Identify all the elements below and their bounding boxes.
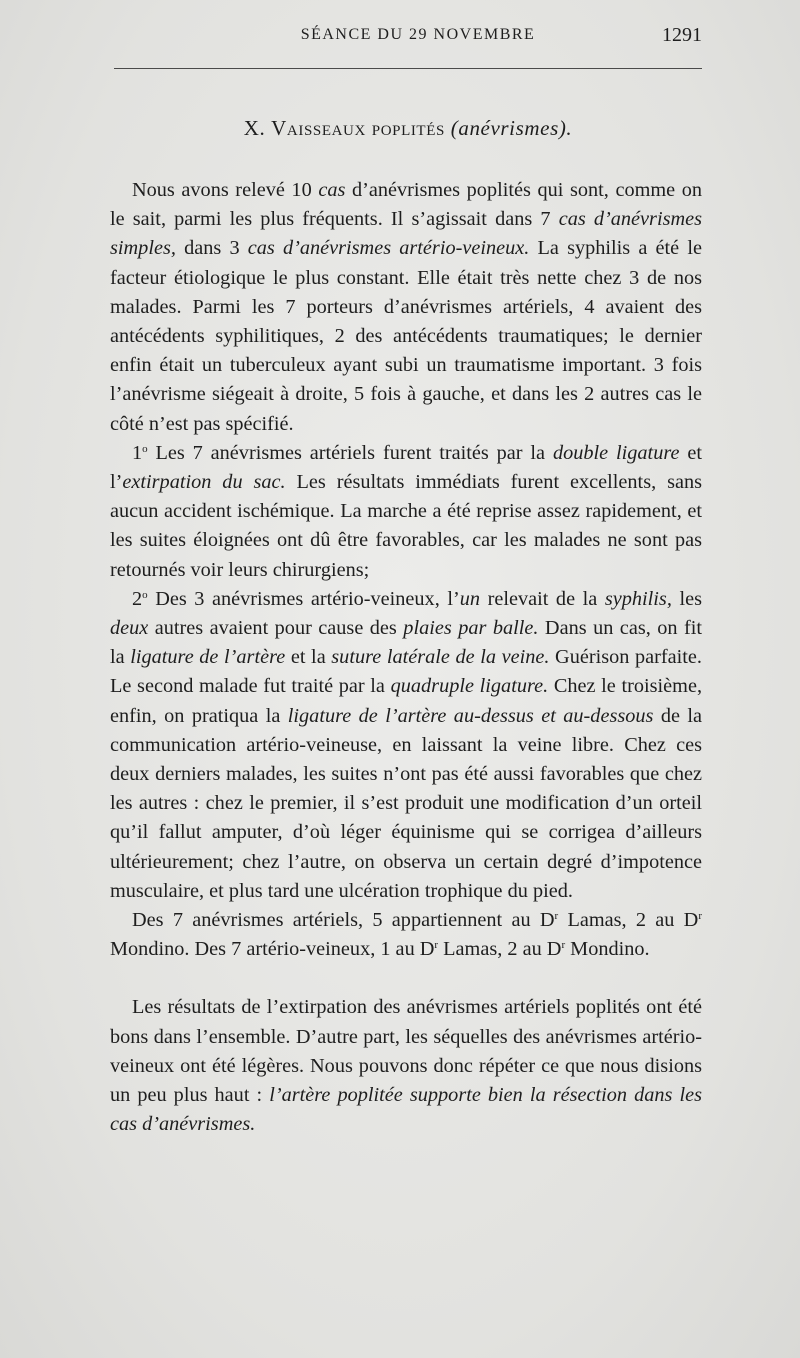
text-run: Mondino. — [565, 938, 650, 961]
section-heading: Vaisseaux poplités — [271, 116, 445, 140]
text-run: autres avaient pour cause des — [148, 617, 404, 640]
text-run: La syphilis a été le facteur étiologique le plus constant. Elle était très nette chez 3 de nos malades. Parmi les 7 porteurs d’anévrismes artériels, 4 avaient des antécédents syphilitiques, 2 des antécédents traumatiques; le dernier enfin était un tuberculeux ayant subi un traumatisme important. 3 fois l’anévrisme siégeait à droite, 5 fois à gauche, et dans les 2 autres cas le côté n’est pas spécifié. — [110, 237, 702, 435]
superscript-run: o — [142, 588, 148, 601]
paragraph-gap — [110, 964, 702, 993]
text-run: Des 7 anévrismes artériels, 5 appartiennent au D — [132, 909, 555, 932]
paragraph-arterial-aneurysms — [110, 439, 702, 585]
paragraph-conclusion — [110, 993, 702, 1139]
text-run: dans 3 — [175, 237, 248, 260]
italic-run: syphilis, — [604, 587, 672, 610]
text-run: Chez le troisième, enfin, on pratiqua la — [110, 675, 703, 727]
superscript-run: r — [698, 910, 702, 923]
italic-run: plaies par balle. — [403, 617, 539, 640]
paragraph-statistics — [110, 176, 702, 439]
section-title — [114, 116, 702, 141]
section-subtitle: (anévrismes). — [450, 116, 573, 140]
text-run: Les 7 anévrismes artériels furent traités par la — [147, 441, 553, 464]
running-head — [114, 26, 702, 52]
italic-run: cas — [318, 179, 346, 201]
italic-run: suture latérale de la veine. — [331, 646, 550, 669]
page-number: 1291 — [662, 24, 702, 46]
superscript-run: r — [554, 910, 559, 923]
paragraph-surgeons — [110, 906, 702, 964]
text-run: Lamas, 2 au D — [558, 909, 699, 932]
body-text — [110, 176, 702, 1140]
text-run: les — [671, 587, 702, 610]
text-run: d’anévrismes poplités qui sont, comme on le sait, parmi les plus fréquents. Il s’agissait dans 7 — [110, 179, 703, 231]
italic-run: quadruple ligature. — [390, 675, 549, 698]
italic-run: ligature de l’artère — [130, 646, 286, 669]
text-run: relevait de la — [480, 587, 605, 610]
paragraph-arteriovenous-aneurysms — [110, 585, 702, 906]
italic-run: cas d’anévrismes simples, — [110, 208, 703, 260]
section-number: X. — [243, 116, 266, 140]
italic-run: l’artère poplitée supporte bien la résection dans les cas d’anévrismes. — [110, 1084, 703, 1136]
italic-run: extirpation du sac. — [122, 471, 286, 494]
text-run: Lamas, 2 au D — [438, 938, 562, 961]
superscript-run: o — [142, 442, 148, 455]
text-run: Mondino. Des 7 artério-veineux, 1 au D — [110, 938, 435, 961]
text-run: 1 — [132, 441, 143, 464]
text-run: Des 3 anévrismes artério-veineux, l’ — [147, 587, 460, 610]
text-run: Les résultats de l’extirpation des anévrismes artériels poplités ont été bons dans l’ensemble. D’autre part, les séquelles des anévrismes artério-veineux ont été légères. Nous pouvons donc répéter ce que nous disions un peu plus haut : — [110, 996, 702, 1107]
text-run: de la communication artério-veineuse, en laissant la veine libre. Chez ces deux derniers malades, les suites n’ont pas été aussi favorables que chez les autres : chez le premier, il s’est produit une modification d’un orteil qu’il fallut amputer, d’où léger équinisme qui se corrigea d’ailleurs ultérieurement; chez l’autre, on observa un certain degré d’impotence musculaire, et plus tard une ulcération trophique du pied. — [110, 704, 703, 902]
italic-run: ligature de l’artère au-dessus et au-dessous — [287, 704, 654, 727]
text-run: 2 — [132, 587, 143, 610]
italic-run: un — [459, 587, 480, 610]
text-run: Nous avons relevé 10 — [132, 179, 319, 201]
text-run: Guérison parfaite. Le second malade fut traité par la — [110, 646, 702, 698]
text-run: Dans un cas, on fit la — [110, 617, 703, 669]
header-rule — [114, 68, 702, 69]
italic-run: deux — [110, 617, 149, 640]
superscript-run: r — [561, 939, 566, 952]
italic-run: cas d’anévrismes artério-veineux. — [247, 237, 530, 260]
text-run: et la — [285, 646, 332, 669]
italic-run: double ligature — [552, 441, 680, 464]
running-title: SÉANCE DU 29 NOVEMBRE — [300, 26, 536, 43]
text-run: Les résultats immédiats furent excellents, sans aucun accident ischémique. La marche a été reprise assez rapidement, et les suites éloignées ont dû être favorables, car les malades ne sont pas retournés voir leurs chirurgiens; — [110, 471, 703, 581]
text-run: et l’ — [110, 441, 702, 494]
superscript-run: r — [434, 939, 439, 952]
